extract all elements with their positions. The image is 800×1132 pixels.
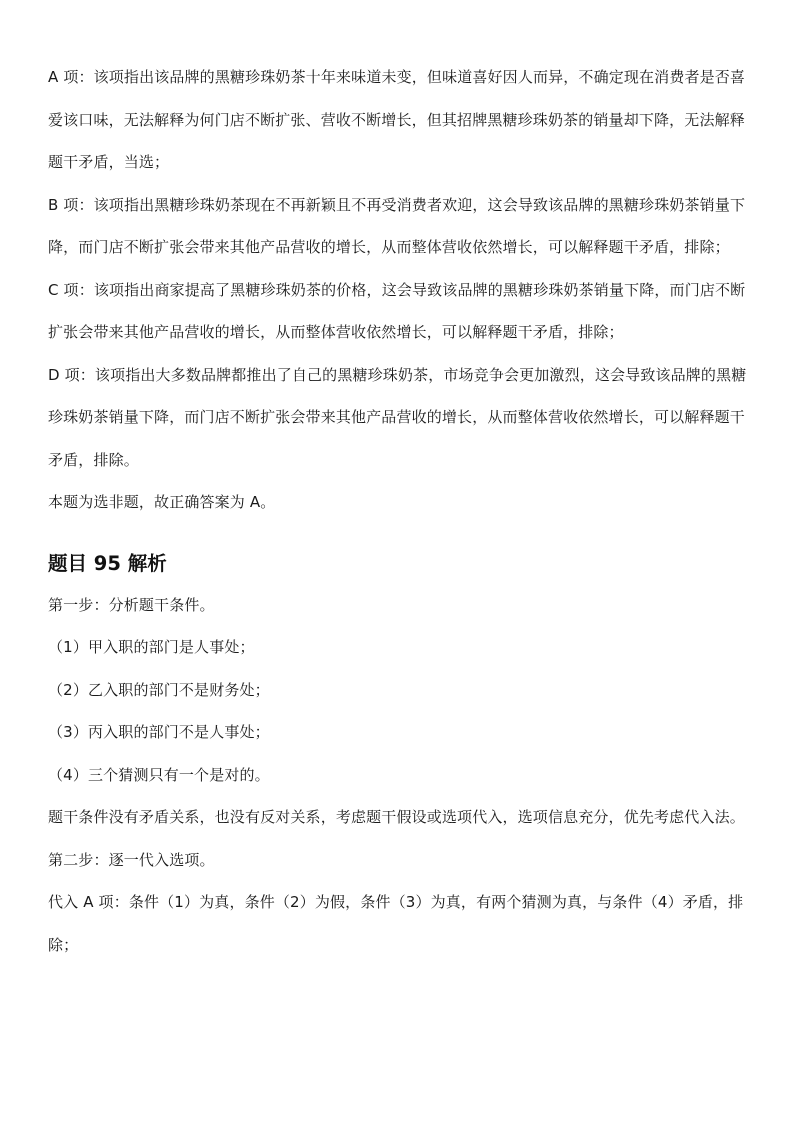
- condition-item: （3）丙入职的部门不是人事处；: [48, 723, 270, 741]
- option-a-substitution: 代入 A 项：条件（1）为真，条件（2）为假，条件（3）为真，有两个猜测为真，与条件（4）矛盾，排除；: [48, 893, 744, 954]
- section-heading: 题目 95 解析: [48, 551, 167, 575]
- condition-item: （2）乙入职的部门不是财务处；: [48, 680, 270, 699]
- option-c-explanation: C 项：该项指出商家提高了黑糖珍珠奶茶的价格，这会导致该品牌的黑糖珍珠奶茶销量下降，而门店不断扩张会带来其他产品营收的增长，从而整体营收依然增长，可以解释题干矛盾，排除；: [48, 280, 746, 341]
- option-b-explanation: B 项：该项指出黑糖珍珠奶茶现在不再新颖且不再受消费者欢迎，这会导致该品牌的黑糖珍珠奶茶销量下降，而门店不断扩张会带来其他产品营收的增长，从而整体营收依然增长，可以解释题干矛盾，排除；: [48, 195, 746, 256]
- analysis-paragraph: 题干条件没有矛盾关系，也没有反对关系，考虑题干假设或选项代入，选项信息充分，优先考虑代入法。: [48, 808, 745, 826]
- option-d-explanation: D 项：该项指出大多数品牌都推出了自己的黑糖珍珠奶茶，市场竞争会更加激烈，这会导致该品牌的黑糖珍珠奶茶销量下降，而门店不断扩张会带来其他产品营收的增长，从而整体营收依然增长，可以解释题干矛盾，排除。: [48, 365, 747, 469]
- condition-item: （4）三个猜测只有一个是对的。: [48, 765, 270, 784]
- step-one-label: 第一步：分析题干条件。: [48, 595, 215, 614]
- answer-conclusion: 本题为选非题，故正确答案为 A。: [48, 493, 276, 511]
- option-a-explanation: A 项：该项指出该品牌的黑糖珍珠奶茶十年来味道未变，但味道喜好因人而异，不确定现在消费者是否喜爱该口味，无法解释为何门店不断扩张、营收不断增长，但其招牌黑糖珍珠奶茶的销量却下降，无法解释题干矛盾，当选；: [48, 68, 746, 171]
- condition-item: （1）甲入职的部门是人事处；: [48, 638, 255, 656]
- step-two-label: 第二步：逐一代入选项。: [48, 850, 215, 869]
